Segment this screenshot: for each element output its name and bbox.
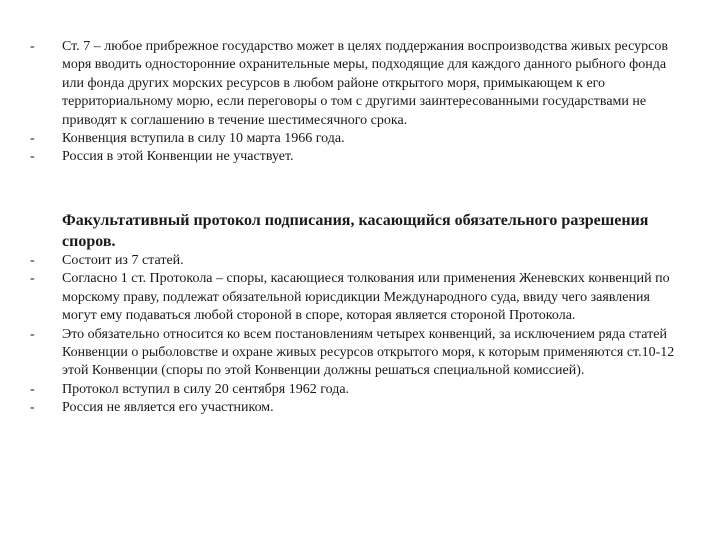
list-item bbox=[0, 270, 720, 325]
section-heading: Факультативный протокол подписания, касающийся обязательного разрешения споров. bbox=[62, 212, 649, 250]
bullet-dash: - bbox=[30, 381, 35, 397]
list-item-text: Согласно 1 ст. Протокола – споры, касающиеся толкования или применения Женевских конвенций по морскому праву, подлежат обязательной юрисдикции Международного суда, ввиду чего заявления могут ему подаваться любой стороной в споре, которая является стороной Протокола. bbox=[62, 271, 670, 324]
list-item-text: Протокол вступил в силу 20 сентября 1962 года. bbox=[62, 381, 350, 397]
list-item-text: Ст. 7 – любое прибрежное государство может в целях поддержания воспроизводства живых ресурсов моря вводить односторонние охранительные меры, подходящие для каждого данного рыбного фонда или фонда других морских ресурсов в любом районе открытого моря, примыкающем к его территориальному морю, если переговоры о том с другими заинтересованными государствами не приводят к соглашению в течение шестимесячного срока. bbox=[62, 39, 668, 128]
list-item-text: Это обязательно относится ко всем постановлениям четырех конвенций, за исключением ряда статей Конвенции о рыболовстве и охране живых ресурсов открытого моря, к которым применяются ст.10-12 этой Конвенции (споры по этой Конвенции должны решаться специальной комиссией). bbox=[62, 326, 675, 379]
bullet-dash: - bbox=[30, 149, 35, 165]
bullet-dash: - bbox=[30, 131, 35, 147]
list-item bbox=[0, 326, 720, 381]
protocol-facts-list bbox=[0, 252, 720, 418]
list-item-text: Россия не является его участником. bbox=[62, 400, 274, 416]
list-item-text: Россия в этой Конвенции не участвует. bbox=[62, 149, 294, 165]
list-item bbox=[0, 148, 720, 166]
list-item-text: Конвенция вступила в силу 10 марта 1966 года. bbox=[62, 131, 345, 147]
list-item bbox=[0, 130, 720, 148]
list-item bbox=[0, 381, 720, 399]
list-item bbox=[0, 399, 720, 417]
bullet-dash: - bbox=[30, 326, 35, 342]
list-item-text: Состоит из 7 статей. bbox=[62, 253, 184, 268]
bullet-dash: - bbox=[30, 253, 35, 268]
bullet-dash: - bbox=[30, 39, 35, 54]
list-item bbox=[0, 38, 720, 130]
bullet-dash: - bbox=[30, 271, 35, 287]
bullet-dash: - bbox=[30, 400, 35, 416]
list-item bbox=[0, 252, 720, 270]
convention-facts-list bbox=[0, 38, 720, 167]
